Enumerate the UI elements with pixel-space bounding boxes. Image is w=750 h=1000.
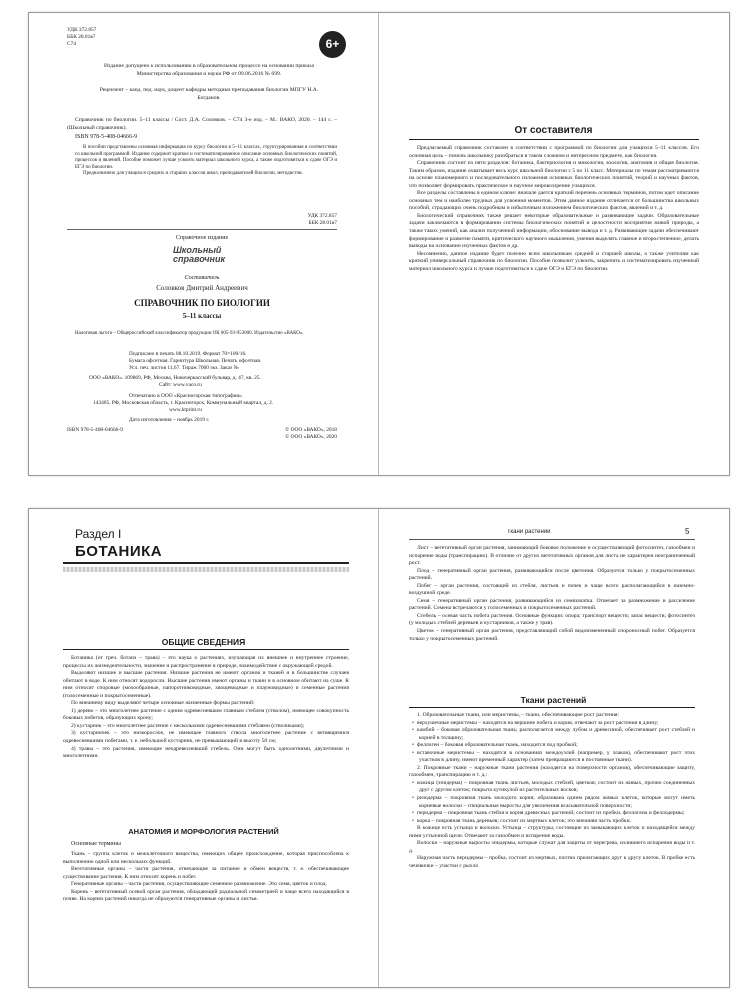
running-head: Ткани растений [507, 529, 551, 535]
grades: 5–11 классы [182, 312, 222, 320]
life-form-item: 4) травы – это растения, имеющие неодревесневший стебель. Они могут быть однолетними, двулетними и многолетними. [63, 745, 349, 760]
term-item: Цветок – генеративный орган растения, представляющий собой видоизмененный спороносный побег. Образуется только у покрытосеменных растений. [409, 628, 695, 642]
tissues-rule [409, 707, 695, 708]
citation-block: Справочник по биологии. 5–11 классы / Сост. Д.А. Соловков. – С74 3-е изд. – М.: ВАКО, 2020. – 144 с. – (Школьный справочник). [67, 117, 337, 131]
printer-site: www.ktprint.ru [169, 407, 202, 413]
preface-paragraph: Биологический справочник также решает некоторые образовательные и развивающие задачи. Образовательные задачи заключаются в формировании системы биологических понятий и целостности восприятия живой природы, а также таких умений, как анализ полученной информации, обоснование вывода и т. д. Развивающие задачи обеспечивают формирование и развитие памяти, критического научного мышления, умения выделять главное и второстепенное, делать выводы на основании изученных фактов и др. [409, 212, 699, 250]
general-text: Ботаника (от греч. ботанэ – трава) – это наука о растениях, изучающая их внешнее и внутреннее строение, процессы их жизнедеятельности, значение и распространение в природе, взаимодействие с окружающей средой. Выделяют низшие и высшие растения. Низшие растения не имеют органов и тканей и в большинстве случаев обитают в воде. К ним относят водоросли. Высшие растения имеют органы и ткани и в основном обитают на суше. К ним относят споровые (мохообразные, папоротниковидные, хвощевидные и плауновидные) и семенные растения (голосеменные и покрытосеменные). По внешнему виду выделяют четыре основные жизненные формы растений: 1) дерево – это многолетнее растение с одним одревесневшим главным стеблем (стволом), имеющее совокупность боковых побегов, образующих крону; 2) кустарник – это многолетнее растение с несколькими одревесневшими стеблями (стволиками); 3) кустарничек – это низкорослое, не имеющее главного ствола многолетнее растение с ветвящимися одревесневшими побегами, т. е. небольшой кустарник, не превышающий в высоту 50 см; 4) травы – это растения, имеющие неодревесневший стебель. Они могут быть однолетними, двулетними и многолетними. [63, 655, 349, 760]
printer-address: 143405, РФ, Московская область, г. Красногорск, Коммунальный квартал, д. 2. [93, 400, 274, 406]
bbk-code: ББК 28.01я7 [67, 34, 96, 40]
reviewer-note: Рецензент – канд. пед. наук, доцент кафедры методики преподавания биологии МПГУ Н.А. Богданов. [99, 87, 319, 101]
manufacture-date: Дата изготовления – ноябрь 2019 г. [129, 417, 210, 423]
term-item: Побег – орган растения, состоящий из стебля, листьев и почек и чаще всего располагающийся в наземно-воздушной среде. [409, 582, 695, 597]
general-title: ОБЩИЕ СВЕДЕНИЯ [161, 637, 246, 647]
isbn-number: ISBN 978-5-408-04666-9 [75, 134, 138, 140]
print-info-1: Подписано в печать 08.10.2019. Формат 70×100/16. [129, 351, 247, 357]
cover-tissue-item: • ризодерма – покровная ткань молодого корня; образована одним рядом живых клеток, которые могут иметь корневые волоски – специальные выросты для увеличения всасывательной поверхности; [419, 795, 695, 810]
term-item: Плод – генеративный орган растения, развивающийся после цветения. Образуется только у покрытосеменных растений. [409, 567, 695, 582]
top-spread [28, 12, 730, 476]
print-info-2: Бумага офсетная. Гарнитура Школьная. Печать офсетная. [129, 358, 262, 364]
divider [67, 229, 337, 230]
meristem-item: • верхушечные меристемы – находятся на вершине побега и корня, отвечают за рост растения в длину; [419, 720, 695, 728]
section-title: БОТАНИКА [75, 543, 163, 560]
terms-label: Основные термины [71, 841, 121, 847]
page-number: 5 [685, 527, 690, 536]
bottom-spread [28, 508, 730, 988]
preface-paragraph: Справочник состоит из пяти разделов: ботаника, бактериология и микология, зоология, анатомия и общая биология. Таким образом, издание охватывает весь курс школьной биологии с 5 по 11 класс. Материалы по темам рассматриваются на основе планомерного и последовательного изложения основных биологических понятий, теорий и научных фактов, что позволяет формировать практическое и научное мировоззрение учащихся. [409, 160, 699, 189]
preface-paragraph: Предлагаемый справочник составлен в соответствии с программой по биологии для учащихся 5–11 классов. Его основная цель – помочь школьнику разобраться в таком сложном и интересном предмете, как биология. [409, 145, 699, 159]
print-info-3: Усл. печ. листов 11,67. Тираж 7000 экз. Заказ № [129, 365, 239, 371]
author-code: С74 [67, 41, 76, 47]
running-head-rule [409, 539, 695, 540]
copyright-page [29, 13, 378, 475]
edition-type: Справочное издание [175, 235, 229, 241]
printer-name: Отпечатано в ООО «Красногорская типография». [129, 393, 244, 399]
term-item: Вегетативные органы – части растения, отвечающие за питание и обмен веществ, т. е. обеспечивающие существование растения. К ним относят корень и побег. [63, 866, 349, 880]
preface-rule [409, 139, 699, 140]
copyright-2020: © ООО «ВАКО», 2020 [285, 434, 337, 440]
tissues-text: 1. Образовательные ткани, или меристемы, – ткани, обеспечивающие рост растения: • верхушечные меристемы – находятся на вершине побега и корня, отвечают за рост растения в длину; • камбий – боковая образовательная ткань; располагается между лубом и древесиной, обеспечивает рост стеблей и корней в толщину; • феллоген – боковая образовательная ткань, находится под пробкой; • вставочные меристемы – находятся в основаниях междоузлий (например, у злаков), обеспечивают рост этих участков в длину, имеют временный характер (затем превращаются в постоянные ткани). 2. Покровные ткани – наружные ткани растения (находятся на поверхности органов), обеспечивающие защиту, газообмен, транспирацию и т. д.: • кожица (эпидерма) – покровная ткань листьев, молодых стеблей, цветков; состоит из живых, прочно соединенных друг с другом клеток; покрыта кутикулой из растительных восков; • ризодерма – покровная ткань молодого корня; образована одним рядом живых клеток, которые могут иметь корневые волоски – специальные выросты для увеличения всасывательной поверхности; • перидерма – покровная ткань стебля и корня древесных растений; состоит из пробки, феллогена и феллодермы; • корка – покровная ткань деревьев; состоит из мертвых клеток; это внешняя часть пробки. В кожице есть устьица и волоски. Устьица – структуры, состоящие из замыкающих клеток и находящейся между ними устьичной щели. Отвечают за газообмен и испарение воды. Волоски – наружные выросты эпидермы, которые служат для защиты от перегрева, излишнего испарения воды и т. д. Наружная часть перидермы – пробка, состоит из мертвых, плотно прилегающих друг к другу клеток. В пробке есть чечевички – участки с рыхло [409, 712, 695, 870]
book-title: СПРАВОЧНИК ПО БИОЛОГИИ [134, 298, 270, 308]
tax-note: Налоговая льгота – Общероссийский классификатор продукции ОК 005-93-953000. Издательство «ВАКО». [75, 331, 304, 336]
meristem-item: • камбий – боковая образовательная ткань; располагается между лубом и древесиной, обеспечивает рост стеблей и корней в толщину; [419, 727, 695, 742]
cover-tissue-item: • перидерма – покровная ткань стебля и корня древесных растений; состоит из пробки, феллогена и феллодермы; [419, 810, 695, 818]
age-rating-badge: 6+ [319, 31, 346, 58]
term-item: Ткань – группа клеток и межклеточного вещества, имеющих общее происхождение, которая приспособлена к выполнению одной или нескольких функций. [63, 851, 349, 865]
cover-tissue-item: • корка – покровная ткань деревьев; состоит из мертвых клеток; это внешняя часть пробки. [419, 818, 695, 826]
preface-text [409, 145, 699, 273]
preface-page [379, 13, 728, 475]
life-form-item: 1) дерево – это многолетнее растение с одним одревесневшим главным стеблем (стволом), имеющее совокупность боковых побегов, образующих крону; [63, 707, 349, 722]
term-item: Семя – генеративный орган растения, развивающийся из семязачатка. Отвечает за размножение и расселение растений. Семена встречаются у голосеменных и покрытосеменных растений. [409, 597, 695, 612]
preface-paragraph: Все разделы составлены в едином ключе: вначале дается краткий перечень основных терминов, потом идет описание основных тем и наиболее трудных для усвоения моментов. Этим данное издание отличается от большинства школьных пособий, страдающих очень подробным и избыточным изложением биологических фактов, явлений и т. д. [409, 190, 699, 212]
tissues-page [379, 509, 728, 987]
term-item: Лист – вегетативный орган растения, занимающий боковое положение и осуществляющий фотосинтез, газообмен и испарение воды (транспирацию). В отличие от других вегетативных органов для листа не характерен неограниченный рост. [409, 545, 695, 567]
udk-code: УДК 372.857 [67, 27, 97, 33]
general-rule [63, 649, 349, 650]
terms-text [63, 851, 349, 904]
organ-terms [409, 545, 695, 643]
bbk-code-right: ББК 28.01я7 [308, 220, 337, 226]
term-item: Генеративные органы – части растения, осуществляющие семенное размножение. Это семя, цветок и плод. [71, 881, 327, 888]
compiler-name: Соловков Дмитрий Андреевич [156, 284, 248, 292]
udk-code-right: УДК 372.857 [307, 213, 337, 219]
section-rule [63, 562, 349, 564]
section-decor-bar [63, 567, 349, 572]
cover-tissue-item: • кожица (эпидерма) – покровная ткань листьев, молодых стеблей, цветков; состоит из живых, прочно соединенных друг с другом клеток; покрыта кутикулой из растительных восков; [419, 780, 695, 795]
life-form-item: 3) кустарничек – это низкорослое, не имеющее главного ствола многолетнее растение с ветвящимися одревесневшими побегами, т. е. небольшой кустарник, не превышающий в высоту 50 см; [63, 730, 349, 745]
preface-title: От составителя [514, 125, 593, 136]
preface-paragraph: Несомненно, данное издание будет полезно всем школьникам средней и старшей школы, а также учителям как краткий универсальный справочник по биологии. Пособие позволит усвоить, закрепить и систематизировать изученный материал школьного курса и лучше подготовиться к сдаче ОГЭ и ЕГЭ по биологии. [409, 250, 699, 272]
publisher-address: ООО «ВАКО». 109869, РФ, Москва, Новочеркасский бульвар, д. 47, кв. 25. [89, 375, 261, 381]
meristem-item: • вставочные меристемы – находятся в основаниях междоузлий (например, у злаков), обеспечивают рост этих участков в длину, имеют временный характер (затем превращаются в постоянные ткани). [419, 750, 695, 765]
copyright-2018: © ООО «ВАКО», 2018 [285, 427, 337, 433]
life-form-item: 2) кустарник – это многолетнее растение с несколькими одревесневшими стеблями (стволиками); [71, 722, 305, 729]
annotation-block: В пособии представлены основная информация по курсу биологии в 5–11 классах, структурированная в соответствии со школьной программой. Издание содержит краткое и систематизированное описание основных биологических понятий, процессов и явлений. Пособие поможет лучше усвоить материал школьного курса, а также подготовиться к сдаче ОГЭ и ЕГЭ по биологии. Предназначено для учащихся средних и старших классов школ, преподавателей биологии, методистов. [75, 145, 337, 177]
publisher-site: Сайт: www.vaco.ru [159, 382, 202, 388]
term-item: Стебель – осевая часть побега растения. Основные функции: опора; транспорт веществ; запас веществ; фотосинтез (у молодых стеблей деревьев и кустарников, а также у трав). [409, 612, 695, 627]
isbn-bottom: ISBN 978-5-408-04666-9 [67, 427, 123, 433]
term-item: Корень – вегетативный осевой орган растения, обладающий радиальной симметрией и чаще всего находящийся в почве. На корнях растений никогда не образуются генеративные органы и листья. [63, 888, 349, 903]
series-logo: Школьный справочник [173, 245, 226, 264]
compiler-label: Составитель [184, 275, 220, 281]
approval-note: Издание допущено к использованию в образовательном процессе на основании приказа Министерства образования и науки РФ от 09.06.2016 № 699. [104, 63, 314, 77]
botany-page [29, 509, 378, 987]
tissues-title: Ткани растений [520, 695, 587, 705]
section-label: Раздел I [75, 527, 122, 541]
anatomy-title: АНАТОМИЯ И МОРФОЛОГИЯ РАСТЕНИЙ [128, 827, 279, 836]
meristem-item: • феллоген – боковая образовательная ткань, находится под пробкой; [419, 742, 695, 750]
